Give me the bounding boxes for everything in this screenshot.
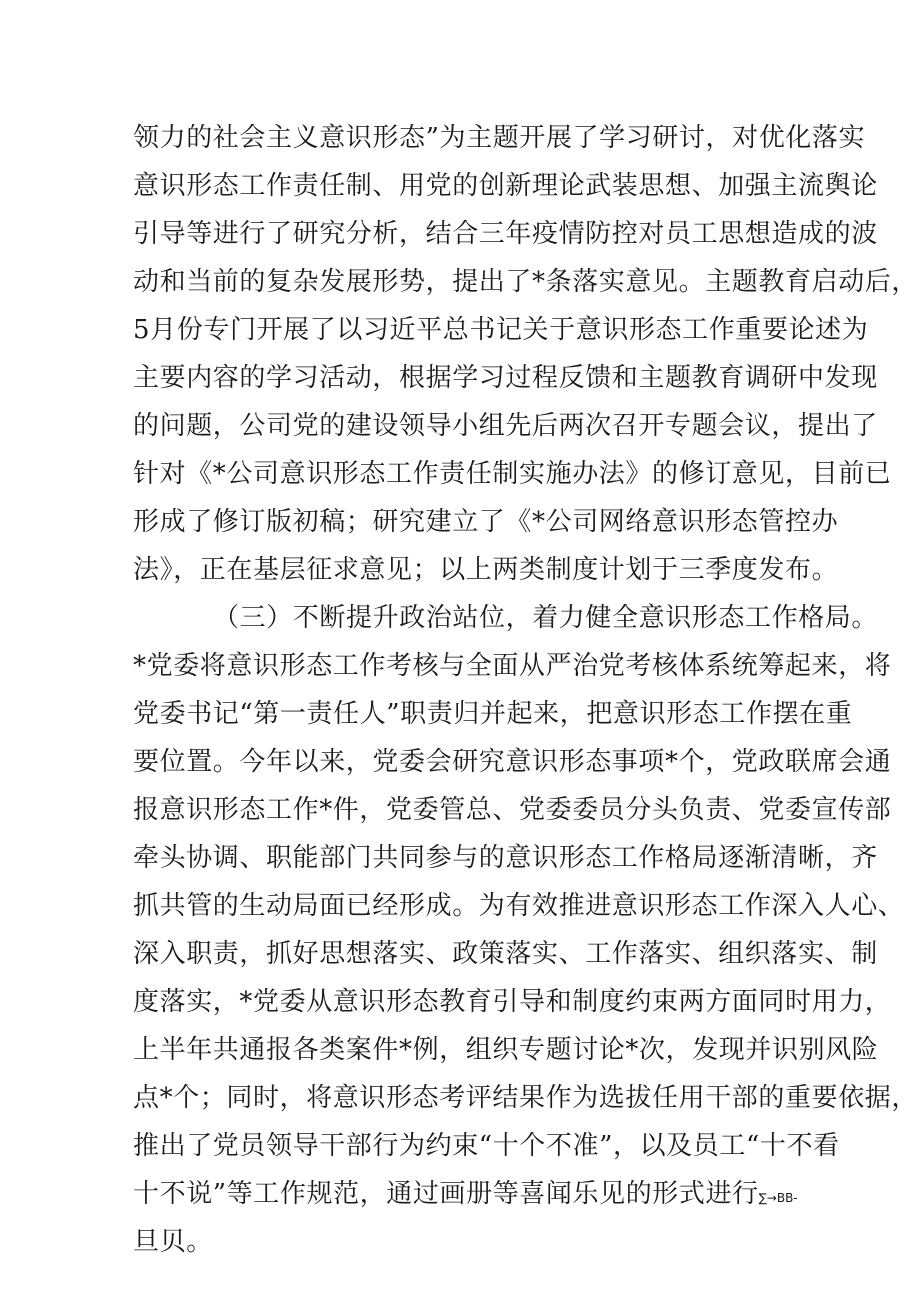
text-line: 牵头协调、职能部门共同参与的意识形态工作格局逐渐清晰，齐 [133, 843, 878, 873]
text-line-content: 十不说”等工作规范，通过画册等喜闻乐见的形式进行 [133, 1179, 759, 1209]
text-line: 法》，正在基层征求意见；以上两类制度计划于三季度发布。 [133, 555, 839, 585]
text-line: 5月份专门开展了以习近平总书记关于意识形态工作重要论述为 [133, 315, 869, 345]
text-line: 意识形态工作责任制、用党的创新理论武装思想、加强主流舆论 [133, 171, 878, 201]
text-line: 要位置。今年以来，党委会研究意识形态事项*个，党政联席会通 [133, 747, 892, 777]
ocr-artifact: ∑→BB- [758, 1191, 798, 1205]
text-line: *党委将意识形态工作考核与全面从严治党考核体系统筹起来，将 [133, 651, 892, 681]
text-line: 领力的社会主义意识形态”为主题开展了学习研讨，对优化落实 [133, 123, 866, 153]
text-line: 动和当前的复杂发展形势，提出了*条落实意见。主题教育启动后， [133, 267, 919, 297]
text-line: 报意识形态工作*件，党委管总、党委委员分头负责、党委宣传部 [133, 795, 892, 825]
text-line: 抓共管的生动局面已经形成。为有效推进意识形态工作深入人心、 [133, 891, 905, 921]
text-line: 度落实，*党委从意识形态教育引导和制度约束两方面同时用力， [133, 987, 892, 1017]
text-line: 深入职责，抓好思想落实、政策落实、工作落实、组织落实、制 [133, 939, 878, 969]
text-line: 形成了修订版初稿；研究建立了《*公司网络意识形态管控办 [133, 507, 839, 537]
text-line: 的问题，公司党的建设领导小组先后两次召开专题会议，提出了 [133, 411, 878, 441]
text-line: 点*个；同时，将意识形态考评结果作为选拔任用干部的重要依据， [133, 1083, 919, 1113]
text-line: 推出了党员领导干部行为约束“十个不准”，以及员工“十不看 [133, 1131, 840, 1161]
section-heading: （三）不断提升政治站位，着力健全意识形态工作格局。 [213, 603, 879, 633]
text-line: 党委书记“第一责任人”职责归并起来，把意识形态工作摆在重 [133, 699, 853, 729]
text-line [133, 1177, 813, 1215]
text-line: 针对《*公司意识形态工作责任制实施办法》的修订意见，目前已 [133, 459, 892, 489]
text-line: 旦贝。 [133, 1227, 213, 1257]
text-line: 上半年共通报各类案件*例，组织专题讨论*次，发现并识别风险 [133, 1035, 879, 1065]
text-line: 主要内容的学习活动，根据学习过程反馈和主题教育调研中发现 [133, 363, 878, 393]
text-line: 引导等进行了研究分析，结合三年疫情防控对员工思想造成的波 [133, 219, 878, 249]
